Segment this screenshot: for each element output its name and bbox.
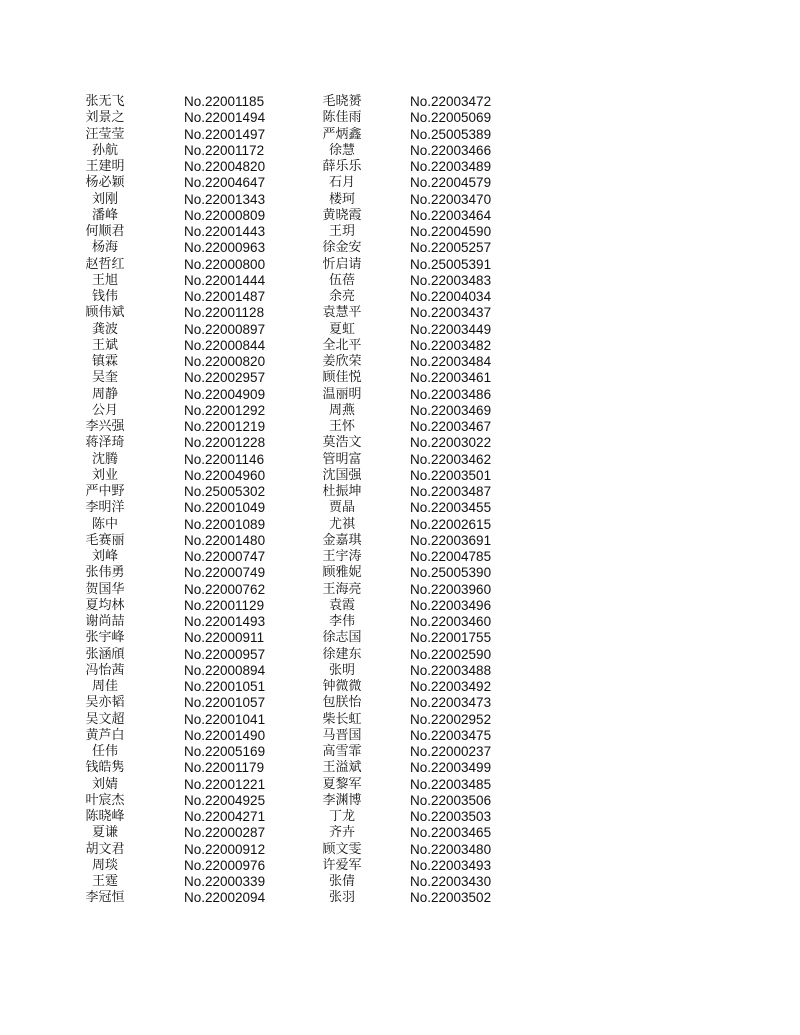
left-number: No.22000912 [184,841,266,857]
right-number: No.22005069 [410,110,492,126]
right-name: 徐慧 [328,142,355,158]
right-name: 丁龙 [328,809,355,824]
left-number: No.22002094 [184,890,266,906]
table-row [0,760,800,776]
table-row [0,305,800,321]
table-row [0,435,800,451]
right-number: No.22003483 [410,272,492,288]
right-number: No.22004590 [410,224,492,239]
right-number: No.22003455 [410,500,492,516]
right-name: 徐志国 [322,630,362,646]
left-number: No.22004820 [184,159,266,174]
table-row [0,94,800,110]
right-name: 管明富 [322,451,362,467]
left-name: 贺国华 [85,581,125,597]
left-name: 公月 [91,402,118,418]
left-name: 周佳 [91,679,118,694]
right-name: 夏虹 [328,321,355,337]
left-name: 张涵頎 [85,646,125,662]
left-name: 王霆 [91,874,118,889]
left-number: No.22000844 [184,337,266,353]
left-number: No.22004909 [184,386,266,402]
table-row [0,143,800,159]
left-name: 赵哲红 [85,256,125,272]
right-name: 王宇涛 [322,549,362,564]
left-name: 蒋泽琦 [85,435,125,451]
right-number: No.22003470 [410,191,492,207]
left-name: 陈晓峰 [85,809,125,824]
right-number: No.22003691 [410,532,492,548]
right-name: 薛乐乐 [322,159,362,174]
left-name: 张无飞 [85,94,125,109]
left-name: 夏均林 [85,597,125,613]
roster-table [0,94,800,907]
table-row [0,842,800,858]
left-number: No.22000339 [184,874,266,889]
left-number: No.22001179 [184,760,265,776]
left-name: 严中野 [85,484,125,499]
left-number: No.22000957 [184,646,266,662]
table-row [0,517,800,533]
right-name: 黄晓霞 [322,207,362,223]
left-number: No.22001172 [184,142,265,158]
left-name: 毛赛丽 [85,532,125,548]
left-number: No.22000809 [184,207,266,223]
right-number: No.22003487 [410,484,492,499]
left-number: No.22000762 [184,581,266,597]
right-number: No.22003449 [410,321,492,337]
right-number: No.25005389 [410,126,492,142]
right-number: No.22003492 [410,679,492,694]
table-row [0,468,800,484]
right-number: No.22003493 [410,857,492,873]
table-row [0,793,800,809]
right-number: No.22003488 [410,662,492,678]
left-name: 吴亦韬 [85,695,125,711]
right-name: 王怀 [328,419,355,434]
right-number: No.22003486 [410,386,492,402]
right-name: 严炳鑫 [322,126,362,142]
right-name: 王海亮 [322,581,362,597]
right-number: No.22003502 [410,890,492,906]
left-number: No.22000800 [184,256,266,272]
left-name: 刘业 [91,467,118,483]
left-name: 钱皓隽 [85,760,125,776]
left-number: No.22000897 [184,321,266,337]
left-number: No.22001493 [184,614,266,629]
right-name: 钟微微 [322,679,362,694]
table-row [0,192,800,208]
table-row [0,175,800,191]
table-row [0,500,800,516]
table-row [0,598,800,614]
table-row [0,874,800,890]
right-name: 顾文雯 [322,841,362,857]
right-number: No.22003503 [410,809,492,824]
left-name: 周静 [91,386,118,402]
right-number: No.22003485 [410,776,492,792]
right-number: No.22003464 [410,207,492,223]
table-row [0,744,800,760]
table-row [0,695,800,711]
right-number: No.22003465 [410,825,492,841]
left-number: No.22001146 [184,451,265,467]
right-name: 姜欣荣 [322,354,362,369]
left-number: No.22001292 [184,402,266,418]
table-row [0,484,800,500]
left-number: No.22001443 [184,224,266,239]
left-name: 吴奎 [91,370,118,386]
table-row [0,777,800,793]
right-name: 高雪霏 [322,744,362,759]
left-name: 钱伟 [91,289,118,304]
left-name: 黄芦白 [85,727,125,743]
right-number: No.22003489 [410,159,492,174]
table-row [0,370,800,386]
table-row [0,630,800,646]
right-number: No.22003467 [410,419,492,434]
left-name: 谢尚喆 [85,614,125,629]
right-name: 徐建东 [322,646,362,662]
table-row [0,208,800,224]
left-number: No.22001219 [184,419,266,434]
right-name: 尤祺 [328,516,355,532]
right-name: 全北平 [322,337,362,353]
left-number: No.22001480 [184,532,266,548]
left-name: 王旭 [91,272,118,288]
right-name: 金嘉琪 [322,532,362,548]
right-name: 李渊博 [322,792,362,808]
right-name: 许爱军 [322,857,362,873]
right-name: 毛晓赟 [322,94,362,109]
left-number: No.22001228 [184,435,266,451]
right-name: 袁慧平 [322,305,362,321]
left-number: No.22000820 [184,354,266,369]
table-row [0,159,800,175]
right-number: No.22004034 [410,289,492,304]
left-name: 孙航 [91,142,118,158]
table-row [0,679,800,695]
left-name: 胡文君 [85,841,125,857]
table-row [0,728,800,744]
right-name: 楼珂 [328,191,355,207]
table-row [0,858,800,874]
right-number: No.22004785 [410,549,492,564]
table-row [0,647,800,663]
left-number: No.22004271 [184,809,266,824]
right-number: No.25005390 [410,565,492,581]
right-number: No.22003473 [410,695,492,711]
left-number: No.22001343 [184,191,266,207]
left-name: 刘刚 [91,191,118,207]
right-name: 陈佳雨 [322,110,362,126]
table-row [0,289,800,305]
right-number: No.22003496 [410,597,492,613]
left-number: No.22000747 [184,549,266,564]
table-row [0,419,800,435]
left-number: No.22001041 [184,711,266,727]
left-name: 任伟 [91,744,118,759]
right-name: 石月 [328,175,355,191]
right-number: No.22005257 [410,240,492,256]
left-name: 龚波 [91,321,118,337]
right-number: No.22003466 [410,142,492,158]
right-name: 余亮 [328,289,355,304]
right-number: No.22001755 [410,630,492,646]
left-number: No.25005302 [184,484,266,499]
left-number: No.22001490 [184,727,266,743]
right-name: 李伟 [328,614,355,629]
right-name: 周燕 [328,402,355,418]
right-name: 包朕怡 [322,695,362,711]
right-number: No.22003022 [410,435,492,451]
table-row [0,110,800,126]
right-name: 徐金安 [322,240,362,256]
right-number: No.22003960 [410,581,492,597]
left-number: No.22004925 [184,792,266,808]
left-name: 刘景之 [85,110,125,126]
left-name: 李明洋 [85,500,125,516]
left-number: No.22004647 [184,175,266,191]
right-number: No.22003482 [410,337,492,353]
table-row [0,452,800,468]
right-number: No.22003437 [410,305,492,321]
left-name: 李兴强 [85,419,125,434]
left-name: 汪莹莹 [85,126,125,142]
left-number: No.22000976 [184,857,266,873]
right-number: No.22004579 [410,175,492,191]
right-name: 王玥 [328,224,355,239]
left-number: No.22000749 [184,565,266,581]
right-number: No.22003461 [410,370,492,386]
left-name: 张伟勇 [85,565,125,581]
table-row [0,890,800,906]
left-name: 王建明 [85,159,125,174]
right-number: No.22002615 [410,516,492,532]
right-name: 张明 [328,662,355,678]
table-row [0,322,800,338]
left-number: No.22001089 [184,516,266,532]
left-number: No.22001497 [184,126,266,142]
table-row [0,338,800,354]
left-number: No.22001444 [184,272,266,288]
table-row [0,257,800,273]
right-name: 顾雅妮 [322,565,362,581]
table-row [0,403,800,419]
right-number: No.22003475 [410,727,492,743]
right-name: 张羽 [328,890,355,906]
right-name: 莫浩文 [322,435,362,451]
left-number: No.22005169 [184,744,266,759]
left-number: No.22001221 [184,776,266,792]
right-name: 贾晶 [328,500,355,516]
left-name: 刘峰 [91,549,118,564]
right-number: No.22003480 [410,841,492,857]
right-name: 张倩 [328,874,355,889]
left-name: 李冠恒 [85,890,125,906]
right-number: No.22003506 [410,792,492,808]
right-name: 王溢斌 [322,760,362,776]
table-row [0,127,800,143]
left-name: 潘峰 [91,207,118,223]
left-name: 吴文超 [85,711,125,727]
left-number: No.22001051 [184,679,266,694]
right-number: No.22003501 [410,467,492,483]
table-row [0,565,800,581]
left-number: No.22001128 [184,305,265,321]
left-number: No.22001494 [184,110,266,126]
right-number: No.22003469 [410,402,492,418]
left-name: 王斌 [91,337,118,353]
right-number: No.22003460 [410,614,492,629]
table-row [0,712,800,728]
right-name: 沈国强 [322,467,362,483]
table-row [0,533,800,549]
left-name: 冯怡茜 [85,662,125,678]
table-row [0,825,800,841]
right-name: 袁霞 [328,597,355,613]
right-name: 马晋国 [322,727,362,743]
table-row [0,809,800,825]
left-number: No.22000911 [184,630,265,646]
table-row [0,549,800,565]
left-name: 镇霖 [91,354,118,369]
left-number: No.22002957 [184,370,266,386]
left-name: 叶宸杰 [85,792,125,808]
table-row [0,387,800,403]
left-number: No.22001185 [184,94,265,109]
right-name: 伍蓓 [328,272,355,288]
left-name: 何顺君 [85,224,125,239]
left-name: 张宇峰 [85,630,125,646]
left-name: 周琰 [91,857,118,873]
left-number: No.22004960 [184,467,266,483]
left-name: 杨必颖 [85,175,125,191]
left-number: No.22001129 [184,597,265,613]
table-row [0,582,800,598]
table-row [0,273,800,289]
left-name: 顾伟斌 [85,305,125,321]
right-number: No.22003472 [410,94,492,109]
right-name: 齐卉 [328,825,355,841]
right-number: No.22002952 [410,711,492,727]
left-number: No.22000963 [184,240,266,256]
right-number: No.22003484 [410,354,492,369]
left-name: 沈腾 [91,451,118,467]
right-name: 忻启请 [322,256,362,272]
right-name: 夏黎军 [322,776,362,792]
table-row [0,240,800,256]
table-row [0,614,800,630]
left-name: 夏谦 [91,825,118,841]
table-row [0,354,800,370]
right-number: No.22002590 [410,646,492,662]
right-name: 杜振坤 [322,484,362,499]
left-name: 陈中 [91,516,118,532]
left-name: 杨海 [91,240,118,256]
right-number: No.22000237 [410,744,492,759]
right-name: 温丽明 [322,386,362,402]
left-number: No.22001487 [184,289,266,304]
left-number: No.22001057 [184,695,266,711]
left-number: No.22000894 [184,662,266,678]
table-row [0,224,800,240]
right-number: No.22003430 [410,874,492,889]
right-name: 柴长虹 [322,711,362,727]
left-number: No.22001049 [184,500,266,516]
table-row [0,663,800,679]
left-number: No.22000287 [184,825,266,841]
right-number: No.22003499 [410,760,492,776]
right-number: No.25005391 [410,256,492,272]
left-name: 刘婧 [91,776,118,792]
right-name: 顾佳悦 [322,370,362,386]
right-number: No.22003462 [410,451,492,467]
